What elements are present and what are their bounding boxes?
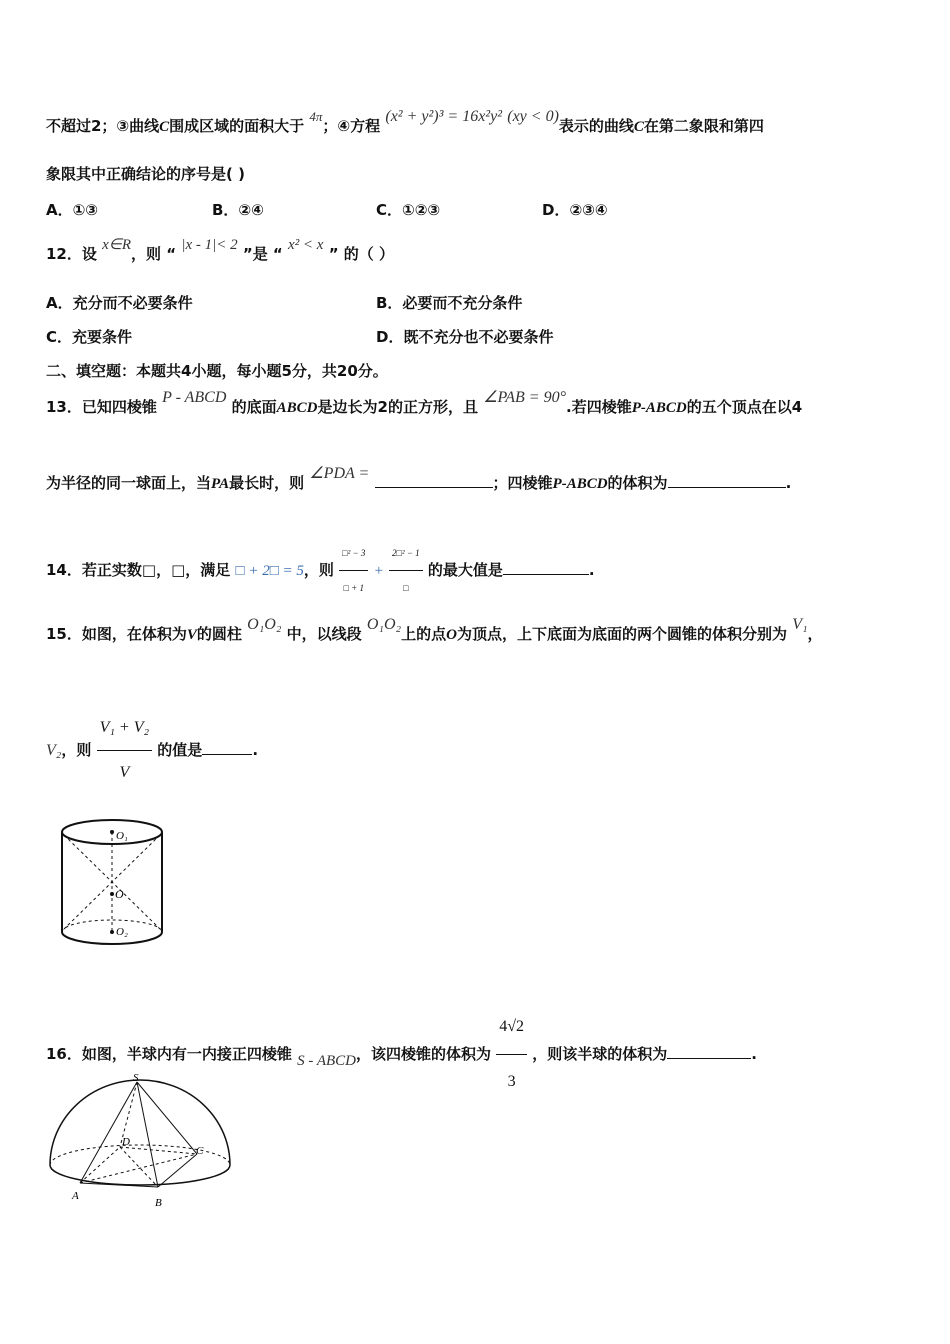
fraction-1: $\frac{\text{□² − 3}}{□ + 1}$ (339, 536, 368, 605)
fraction-v: $\frac{\text{V₁ + V₂}}{V}$ (97, 706, 152, 795)
angle-pda: ∠PDA = (309, 465, 370, 482)
fraction-2: $\frac{\text{2□² − 1}}{□}$ (389, 536, 423, 605)
q14-stem: 14．若正实数□，□，满足 □ + 2□ = 5，则 $\frac{\text{□² − 3}}{□ + 1}$ + $\frac{\text{2□² − 1}}{□}$ 的最大值是 . (46, 536, 595, 605)
q11-option-c: C．①②③ (376, 201, 441, 219)
answer-blank[interactable] (503, 560, 589, 575)
q13-line2: 为半径的同一球面上，当PA最长时，则 ∠PDA = ；四棱锥P-ABCD的体积为 . (46, 465, 792, 492)
q11-option-d: D．②③④ (542, 201, 608, 219)
q12-option-d: D．既不充分也不必要条件 (376, 328, 554, 346)
q11-line2: 象限其中正确结论的序号是( ) (46, 165, 245, 183)
svg-text:S: S (133, 1072, 139, 1084)
answer-blank[interactable] (668, 473, 786, 488)
set-expression: x∈R (102, 237, 131, 253)
svg-text:O: O (115, 887, 124, 901)
svg-text:O₁: O₁ (116, 830, 128, 842)
q12-option-c: C．充要条件 (46, 328, 133, 346)
section-heading: 二、填空题：本题共4小题，每小题5分，共20分。 (46, 362, 388, 380)
volume-fraction: $\frac{4√2}{3}$ (496, 1000, 527, 1109)
svg-text:O₂: O₂ (116, 926, 128, 938)
svg-text:D: D (122, 1136, 130, 1148)
condition: (xy < 0) (507, 108, 559, 125)
q15-line2: V₂，则 $\frac{\text{V₁ + V₂}}{V}$ 的值是 . (46, 706, 258, 795)
q11-option-a: A．①③ (46, 201, 99, 219)
q13-line1: 13．已知四棱锥 P - ABCD 的底面ABCD是边长为2的正方形，且 ∠PAB = 90°.若四棱锥P-ABCD的五个顶点在以4 (46, 389, 803, 416)
q15-line1: 15．如图，在体积为V的圆柱 O₁O₂ 中，以线段 O₁O₂上的点O为顶点，上下底面为底面的两个圆锥的体积分别为 V₁， (46, 616, 823, 643)
angle-pab: ∠PAB = 90° (483, 389, 566, 406)
constraint: □ + 2□ = 5 (235, 563, 304, 579)
svg-text:B: B (155, 1197, 162, 1209)
q11-line1: 不超过2；③曲线C围成区域的面积大于 4π；④方程 (x² + y²)³ = 16x²y² (xy < 0)表示的曲线C在第二象限和第四 (46, 108, 764, 135)
cylinder-figure (56, 815, 168, 960)
q16-stem: 16．如图，半球内有一内接正四棱锥 S - ABCD，该四棱锥的体积为 $\frac{4√2}{3}$ ，则该半球的体积为 . (46, 1000, 757, 1109)
answer-blank[interactable] (667, 1044, 751, 1059)
q12-option-a: A．充分而不必要条件 (46, 294, 193, 312)
q12-stem: 12．设 x∈R，则 “ |x - 1|< 2 ”是 “ x² < x ” 的（ ） (46, 237, 395, 263)
answer-blank[interactable] (202, 740, 252, 755)
equation: (x² + y²)³ = 16x²y² (385, 108, 502, 125)
condition-2: x² < x (288, 237, 324, 253)
area-expression: 4π (309, 109, 323, 124)
q12-option-b: B．必要而不充分条件 (376, 294, 523, 312)
condition-1: |x - 1|< 2 (181, 237, 238, 253)
hemisphere-figure (40, 1070, 240, 1215)
svg-text:A: A (72, 1190, 79, 1202)
q11-option-b: B．②④ (212, 201, 264, 219)
answer-blank[interactable] (375, 473, 493, 488)
svg-text:C: C (196, 1145, 204, 1157)
